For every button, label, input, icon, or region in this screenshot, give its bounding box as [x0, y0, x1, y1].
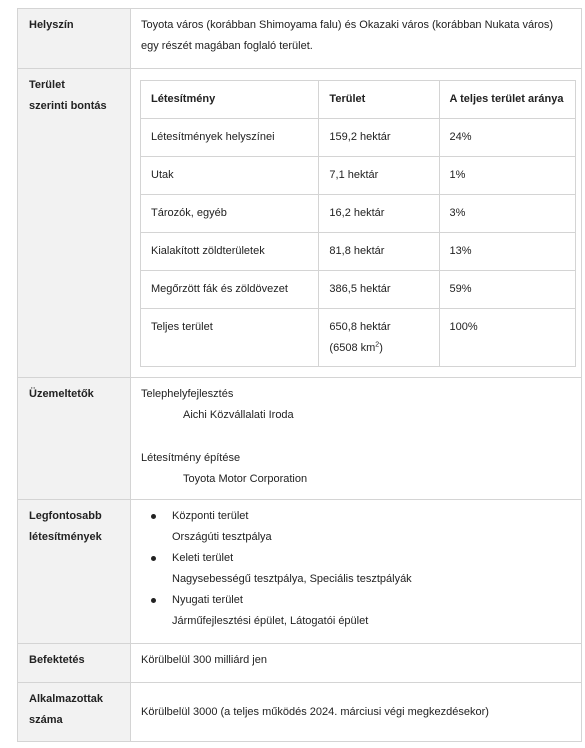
area-breakdown-cell [131, 69, 582, 378]
facility-detail: Nagysebességű tesztpálya, Speciális tesztpályák [172, 573, 412, 585]
facility-detail: Országúti tesztpálya [172, 531, 272, 543]
facility-area: Központi terület [172, 510, 249, 522]
facility-area: Keleti terület [172, 552, 234, 564]
row-location [18, 9, 582, 69]
employees-label-line1: Alkalmazottak [29, 693, 103, 705]
table-header-row [141, 81, 576, 119]
total-area-hectares: 650,8 hektár [329, 321, 391, 333]
investment-value: Körülbelül 300 milliárd jen [131, 644, 582, 683]
area-cell: 7,1 hektár [319, 157, 439, 195]
main-facilities-label-line1: Legfontosabb [29, 510, 102, 522]
row-investment [18, 644, 582, 683]
row-operators [18, 378, 582, 500]
main-facilities-label [18, 500, 131, 644]
total-area-close-paren: ) [379, 342, 383, 354]
area-breakdown-table [140, 80, 576, 367]
investment-label: Befektetés [18, 644, 131, 683]
share-cell: 59% [439, 271, 575, 309]
list-item [141, 506, 571, 548]
row-main-facilities [18, 500, 582, 644]
bullet-icon [151, 598, 156, 603]
employees-label-line2: száma [29, 714, 63, 726]
area-cell: 386,5 hektár [319, 271, 439, 309]
area-breakdown-label-line1: Terület [29, 79, 65, 91]
row-employees [18, 683, 582, 742]
main-facilities-value [131, 500, 582, 644]
table-row-total [141, 309, 576, 367]
total-area-km2-value: (6508 km [329, 342, 376, 354]
area-breakdown-label-line2: szerinti bontás [29, 100, 107, 112]
table-row [141, 271, 576, 309]
location-value: Toyota város (korábban Shimoyama falu) és Okazaki város (korábban Nukata város) egy részét magában foglaló terület. [131, 9, 582, 69]
share-cell: 13% [439, 233, 575, 271]
facility-cell: Kialakított zöldterületek [141, 233, 319, 271]
table-row [141, 119, 576, 157]
main-facilities-label-line2: létesítmények [29, 531, 102, 543]
area-cell [319, 309, 439, 367]
site-development-value: Aichi Közvállalati Iroda [183, 409, 294, 421]
list-item [141, 590, 571, 632]
facility-cell: Teljes terület [141, 309, 319, 367]
share-cell: 1% [439, 157, 575, 195]
superscript-2: 2 [375, 341, 380, 349]
area-breakdown-label [18, 69, 131, 378]
column-header-share: A teljes terület aránya [439, 81, 575, 119]
construction-value: Toyota Motor Corporation [183, 473, 308, 485]
facility-detail: Járműfejlesztési épület, Látogatói épület [172, 615, 369, 627]
column-header-area: Terület [319, 81, 439, 119]
info-table [17, 8, 582, 742]
spacer [141, 426, 571, 448]
row-area-breakdown [18, 69, 582, 378]
share-cell: 100% [439, 309, 575, 367]
area-cell: 159,2 hektár [319, 119, 439, 157]
facility-cell: Létesítmények helyszínei [141, 119, 319, 157]
location-label: Helyszín [18, 9, 131, 69]
operators-label: Üzemeltetők [18, 378, 131, 500]
table-row [141, 195, 576, 233]
table-row [141, 157, 576, 195]
operators-value [131, 378, 582, 500]
employees-label [18, 683, 131, 742]
share-cell: 24% [439, 119, 575, 157]
facility-cell: Utak [141, 157, 319, 195]
area-cell: 16,2 hektár [319, 195, 439, 233]
facility-area: Nyugati terület [172, 594, 243, 606]
bullet-icon [151, 556, 156, 561]
facility-cell: Tározók, egyéb [141, 195, 319, 233]
share-cell: 3% [439, 195, 575, 233]
bullet-icon [151, 514, 156, 519]
facility-cell: Megőrzött fák és zöldövezet [141, 271, 319, 309]
construction-title: Létesítmény építése [141, 452, 241, 464]
column-header-facility: Létesítmény [141, 81, 319, 119]
area-cell: 81,8 hektár [319, 233, 439, 271]
list-item [141, 548, 571, 590]
facility-info-sheet [17, 8, 582, 742]
table-row [141, 233, 576, 271]
facility-list [141, 506, 571, 632]
total-area-km2 [329, 338, 429, 359]
employees-value: Körülbelül 3000 (a teljes működés 2024. márciusi végi megkezdésekor) [131, 683, 582, 742]
site-development-title: Telephelyfejlesztés [141, 388, 234, 400]
